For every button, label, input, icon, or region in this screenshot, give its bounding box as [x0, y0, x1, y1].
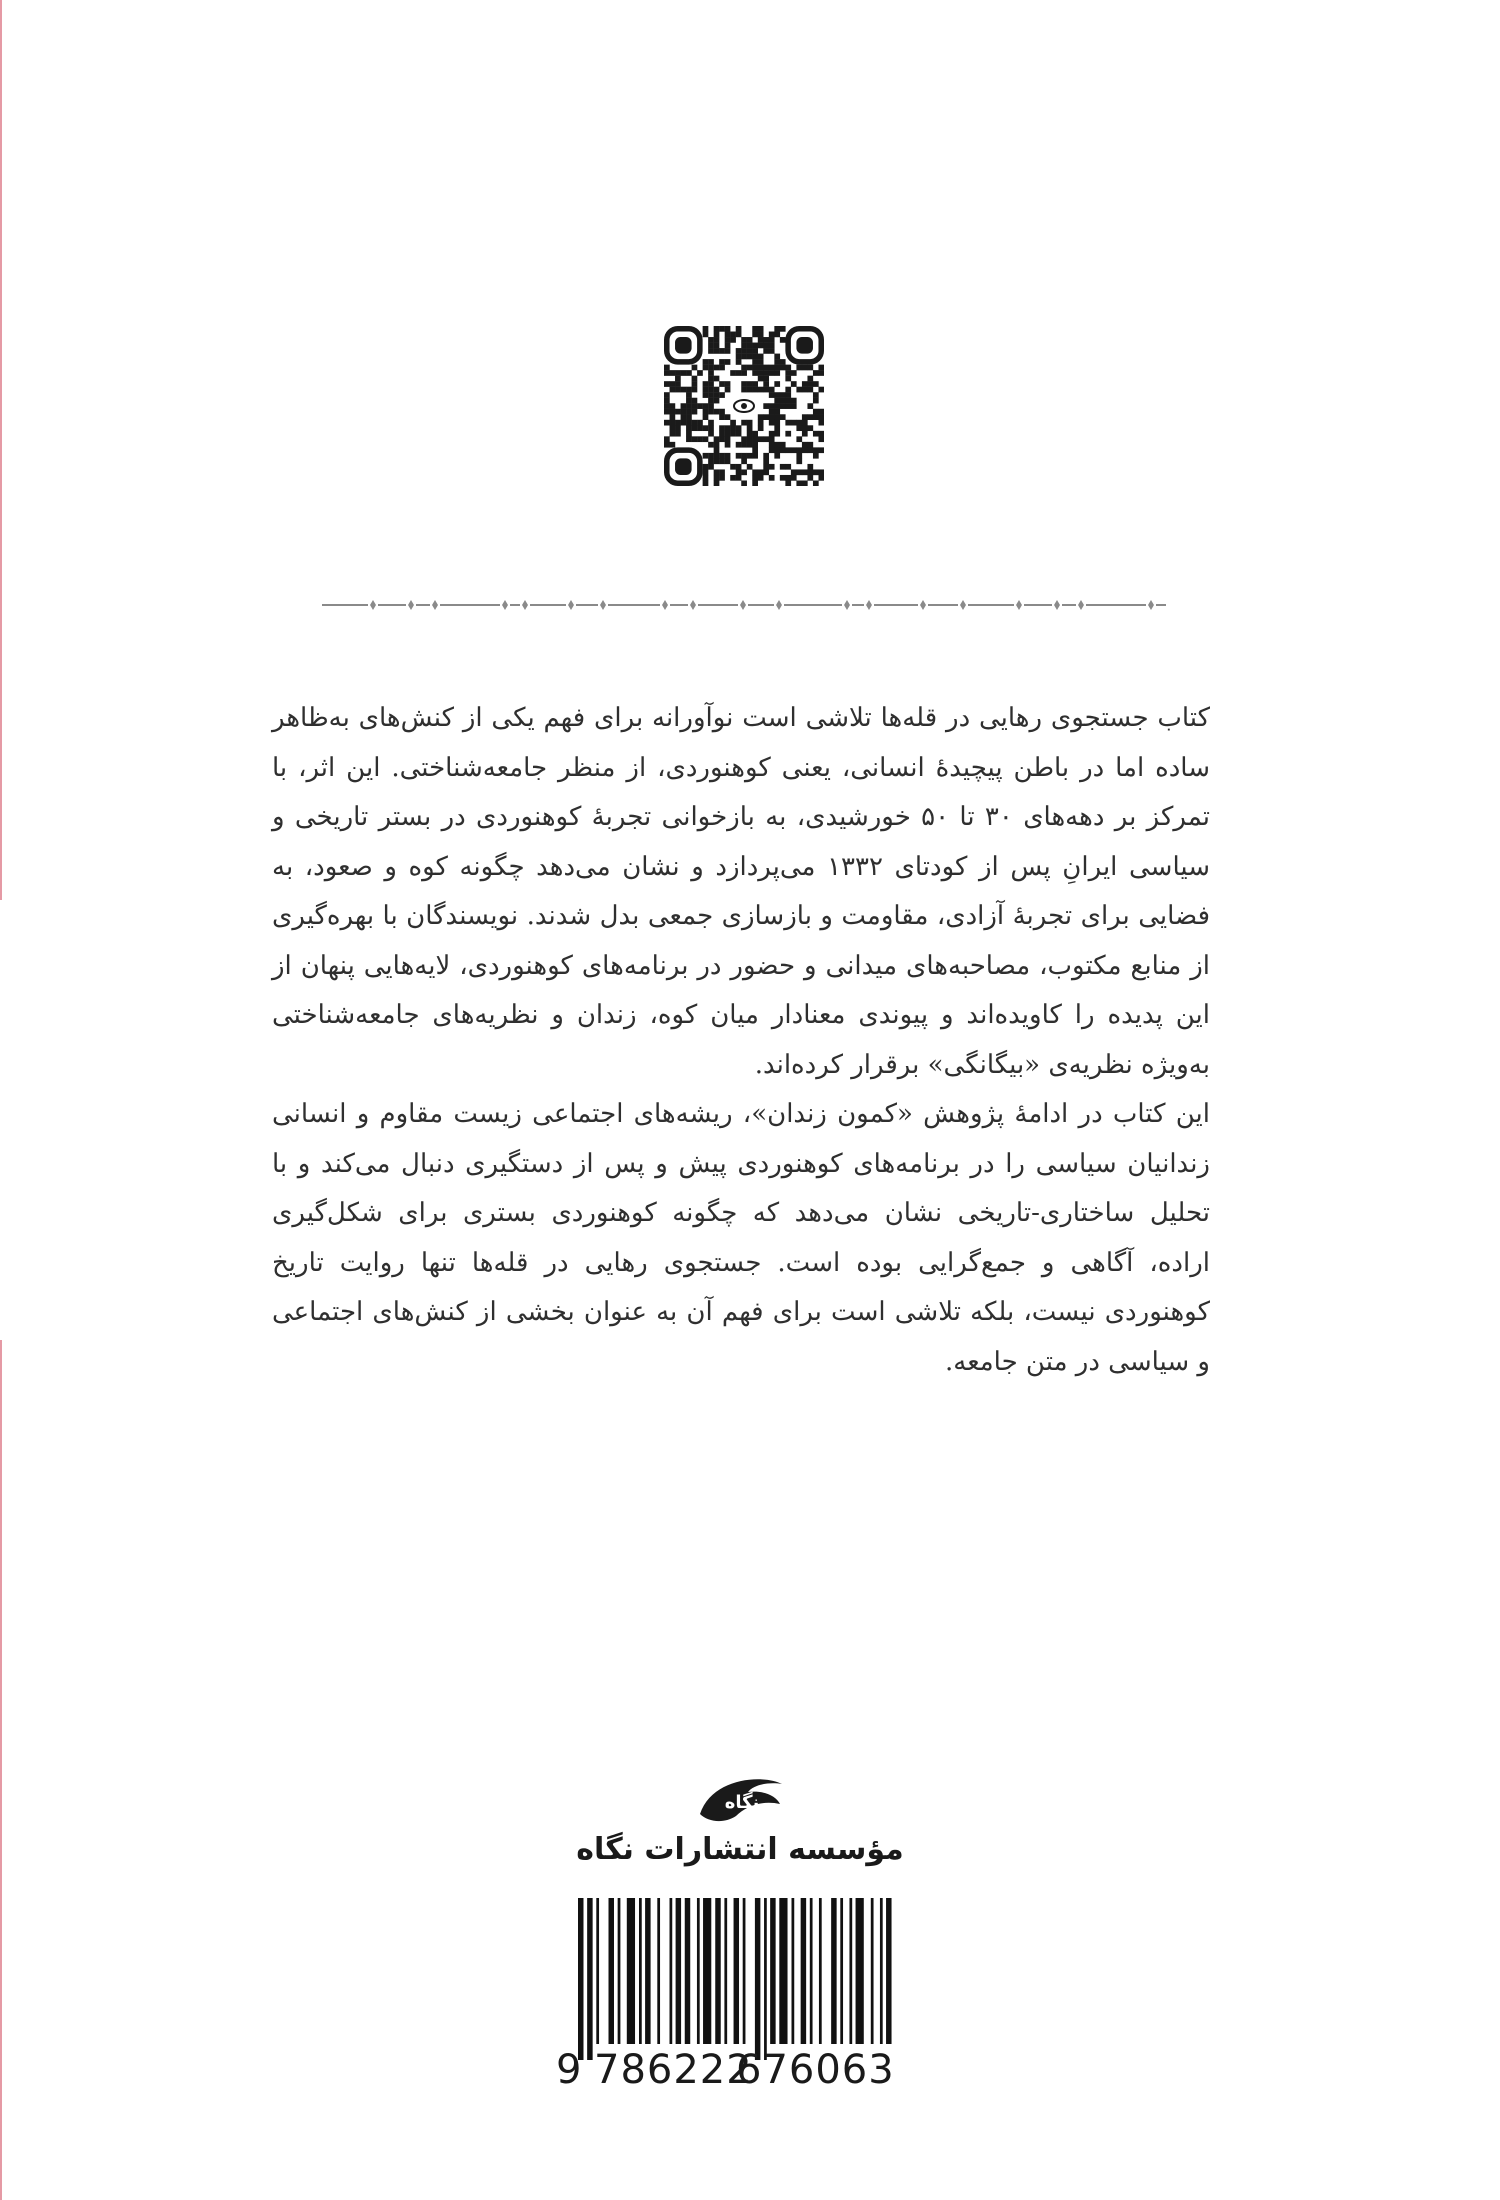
publisher-logo: [692, 1770, 788, 1826]
blurb-paragraph-2: این کتاب در ادامهٔ پژوهش «کمون زندان»، ریشه‌های اجتماعی زیست مقاوم و انسانی زندانیان سیاسی را در برنامه‌های کوهنوردی پیش و پس از دستگیری دنبال می‌کند و با تحلیل ساختاری-تاریخی نشان می‌دهد که چگونه کوهنوردی بستری برای شکل‌گیری اراده، آگاهی و جمع‌گرایی بوده است. جستجوی رهایی در قله‌ها تنها روایت تاریخ کوهنوردی نیست، بلکه تلاشی است برای فهم آن به عنوان بخشی از کنش‌های اجتماعی و سیاسی در متن جامعه.: [272, 1099, 1210, 1377]
publisher-logo-text: نگاه: [724, 1792, 760, 1813]
publisher-name: مؤسسه انتشارات نگاه: [576, 1832, 904, 1867]
blurb-paragraph-1: کتاب جستجوی رهایی در قله‌ها تلاشی است نوآورانه برای فهم یکی از کنش‌های به‌ظاهر ساده اما در باطن پیچیدهٔ انسانی، یعنی کوهنوردی، از منظر جامعه‌شناختی. این اثر، با تمرکز بر دهه‌های ۳۰ تا ۵۰ خورشیدی، به بازخوانی تجربهٔ کوهنوردی در بستر تاریخی و سیاسی ایرانِ پس از کودتای ۱۳۳۲ می‌پردازد و نشان می‌دهد چگونه کوه و صعود، به فضایی برای تجربهٔ آزادی، مقاومت و بازسازی جمعی بدل شدند. نویسندگان با بهره‌گیری از منابع مکتوب، مصاحبه‌های میدانی و حضور در برنامه‌های کوهنوردی، لایه‌هایی پنهان از این پدیده را کاویده‌اند و پیوندی معنادار میان کوه، زندان و نظریه‌های جامعه‌شناختی به‌ویژه نظریه‌ی «بیگانگی» برقرار کرده‌اند.: [272, 703, 1210, 1080]
ornamental-divider-icon: [322, 596, 1168, 614]
isbn-left-group: 786222: [594, 2047, 753, 2093]
qr-code-icon: [664, 326, 824, 486]
isbn-right-group: 676063: [736, 2047, 895, 2093]
isbn-first-digit: 9: [556, 2047, 582, 2093]
cover-edge-gap: [0, 900, 2, 1340]
back-cover-blurb: [272, 694, 1210, 1387]
